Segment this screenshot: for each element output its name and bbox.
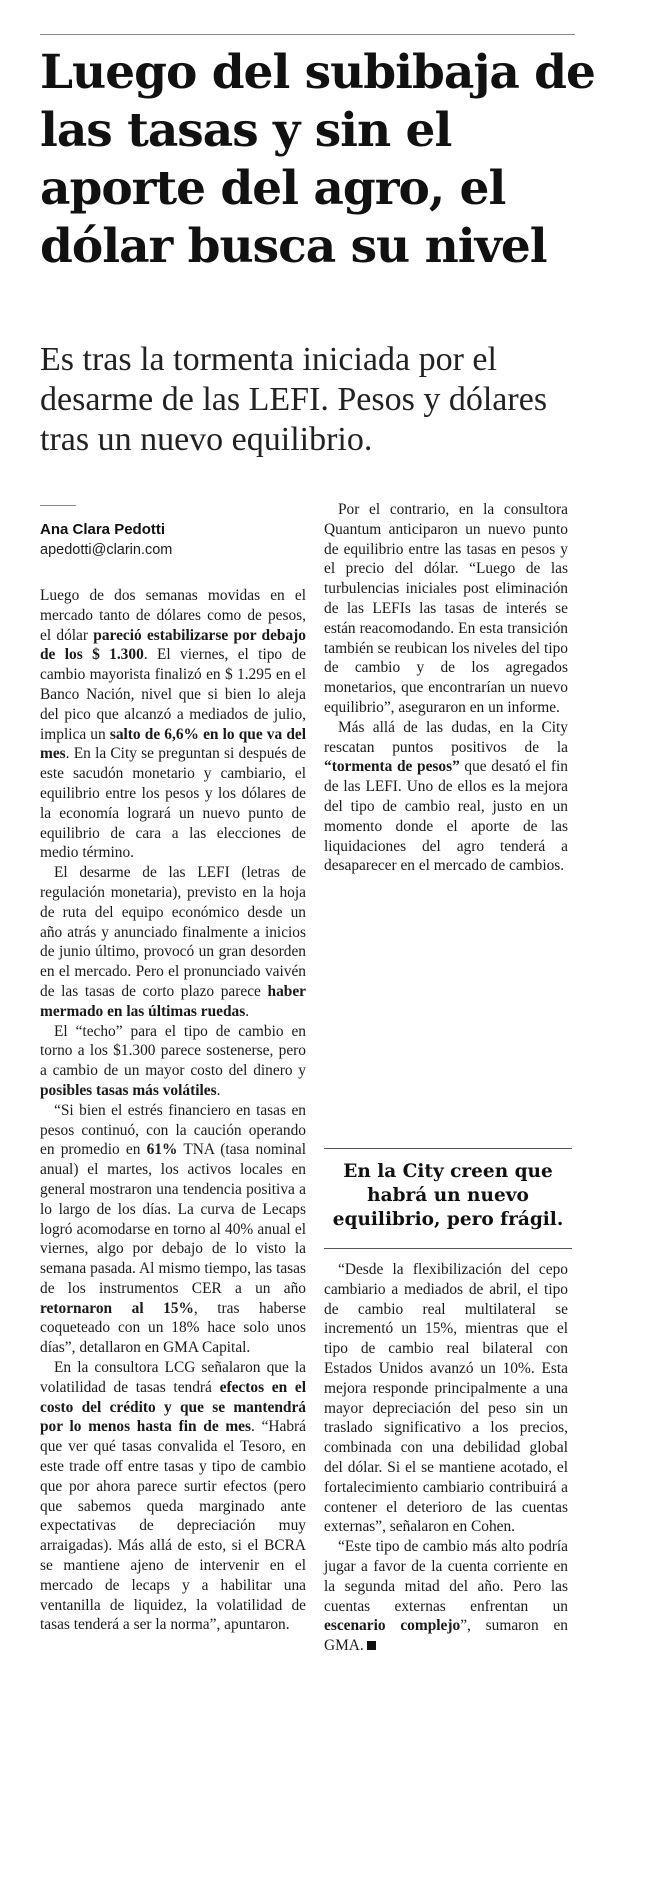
text-run: ”, sumaron en GMA. (324, 1617, 568, 1655)
text-run: Luego de dos semanas movidas en el mercado tanto de dólares como de pesos, el dólar (40, 587, 306, 644)
bold-run: escenario complejo (324, 1617, 461, 1635)
bold-run: efectos en el costo del crédito y que se mantendrá por lo menos hasta fin de mes (40, 1378, 306, 1436)
bold-run: 61% (146, 1141, 178, 1159)
text-run: En la consultora LCG señalaron que la volatilidad de tasas tendrá (40, 1359, 306, 1396)
text-run: . El viernes, el tipo de cambio mayorista finalizó en $ 1.295 en el Banco Nación, nivel que si bien lo aleja del pico que alcanzó a mediados de julio, implica un (40, 646, 306, 743)
text-run: “Este tipo de cambio más alto podría jugar a favor de la cuenta corriente en la segunda mitad del año. Pero las cuentas externas enfrentan un (324, 1538, 568, 1615)
paragraph: “Desde la flexibilización del cepo cambiario a mediados de abril, el tipo de cambio real multilateral se incrementó un 15%, mientras que el tipo de cambio real bilateral con Estados Unidos avanzó un 10%. Esta mejora responde principalmente a una mayor depreciación del peso sin un traslado significativo a los precios, combinada con una debilidad global del dólar. Si el se mantiene acotado, el fortalecimiento cambiario contribuirá a contener el deterioro de las cuentas externas”, señalaron en Cohen. (324, 1261, 568, 1536)
bold-run: “tormenta de pesos” (324, 758, 460, 776)
bold-run: pareció estabilizarse por debajo de los $ 1.300 (40, 626, 306, 664)
bold-run: haber mermado en las últimas ruedas (40, 982, 306, 1020)
bold-run: retornaron al 15% (40, 1299, 194, 1317)
bold-run: salto de 6,6% en lo que va del mes (40, 725, 307, 763)
article-column-1 (40, 520, 306, 1635)
subheadline: Es tras la tormenta iniciada por el desarme de las LEFI. Pesos y dólares tras un nuevo equilibrio. (40, 341, 548, 458)
text-run: TNA (tasa nominal anual) el martes, los activos locales en general mostraron una tendencia positiva a lo largo de los días. La curva de Lecaps logró acomodarse en torno al 40% anual el viernes, algo por debajo de lo visto la semana pasada. Al mismo tiempo, las tasas de los instrumentos CER a un año (40, 1141, 306, 1297)
text-run: El desarme de las LEFI (letras de regulación monetaria), previsto en la hoja de ruta del equipo económico desde un año atrás y anunciado finalmente a inicios de junio último, provocó un gran desorden en el mercado. Pero el pronunciado vaivén de las tasas de corto plazo parece (40, 864, 306, 1000)
headline: Luego del subibaja de las tasas y sin el aporte del agro, el dólar busca su nivel (40, 45, 595, 274)
text-run: que desató el fin de las LEFI. Uno de ellos es la mejora del tipo de cambio real, justo en un momento donde el aporte de las liquidaciones del agro tenderá a desaparecer en el mercado de cambios. (324, 758, 568, 875)
author-name: Ana Clara Pedotti (40, 521, 166, 538)
author-email: apedotti@clarin.com (40, 542, 173, 558)
text-run: . En la City se preguntan si después de este sacudón monetario y cambiario, el equilibrio entre los pesos y los dólares de la economía logrará un nuevo punto de equilibrio de cara a las elecciones de medio término. (40, 745, 306, 862)
paragraph (40, 1358, 306, 1635)
end-of-article-mark (367, 1641, 376, 1650)
text-run: “Si bien el estrés financiero en tasas en pesos continuó, con la caución operando en promedio en (40, 1101, 306, 1159)
text-run: , tras haberse coqueteado con un 18% hace solo unos días”, detallaron en GMA Capital. (40, 1299, 306, 1357)
pull-quote: En la City creen que habrá un nuevo equilibrio, pero frágil. (332, 1161, 564, 1230)
paragraph (40, 586, 306, 863)
paragraph (40, 863, 306, 1021)
text-run: . (216, 1081, 221, 1099)
article-column-2-lower (324, 1260, 568, 1656)
text-run: . “Habrá que ver qué tasas convalida el Tesoro, en este trade off entre tasas y tipo de cambio que por ahora parece surtir efectos (pero que sabemos queda marginado ante expectativas de depreciación muy arraigadas). Más allá de esto, si el BCRA se mantiene ajeno de intervenir en el mercado de lecaps y a habilitar una ventanilla de liquidez, la volatilidad de tasas tenderá a ser la norma”, apuntaron. (40, 1418, 307, 1634)
article-column-2-upper (324, 500, 568, 876)
text-run: El “techo” para el tipo de cambio en torno a los $1.300 parece sostenerse, pero a cambio de un mayor costo del dinero y (40, 1022, 306, 1080)
paragraph (324, 1537, 568, 1656)
paragraph: Por el contrario, en la consultora Quantum anticiparon un nuevo punto de equilibrio entre las tasas en pesos y el precio del dólar. “Luego de las turbulencias iniciales post eliminación de las LEFIs las tasas de interés se están reacomodando. En esta transición también se reubican los niveles del tipo de cambio y de los agregados monetarios, que encontrarían un nuevo equilibrio”, aseguraron en un informe. (324, 501, 568, 716)
pull-quote-rule-bottom (324, 1248, 572, 1249)
text-run: . (245, 1002, 250, 1020)
bold-run: posibles tasas más volátiles (40, 1081, 217, 1099)
paragraph (40, 1101, 306, 1358)
paragraph (324, 718, 568, 876)
paragraph (40, 1022, 306, 1101)
author-divider (40, 505, 76, 506)
text-run: Más allá de las dudas, en la City rescatan puntos positivos de la (324, 718, 568, 756)
top-rule (40, 34, 575, 35)
pull-quote-rule-top (324, 1148, 572, 1149)
